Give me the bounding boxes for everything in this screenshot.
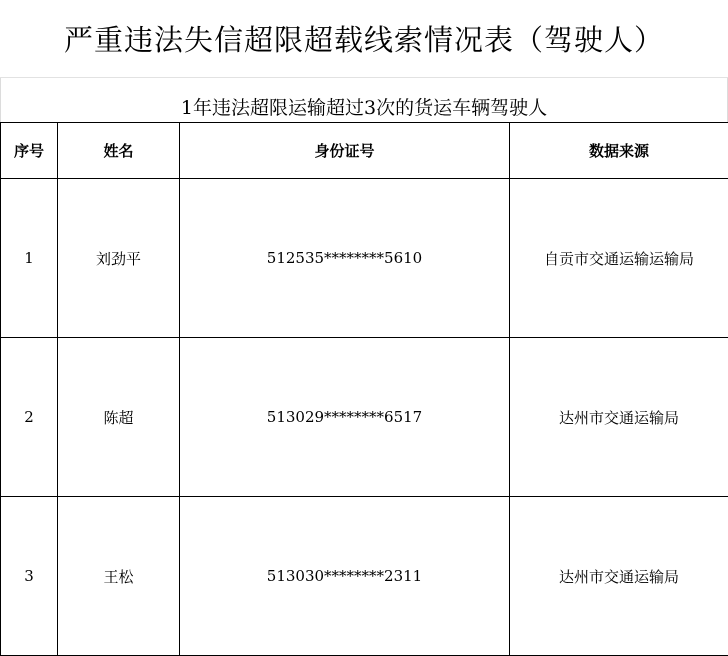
header-id-number: 身份证号 [180, 123, 510, 179]
header-seq: 序号 [1, 123, 58, 179]
cell-id-number: 513030********2311 [180, 497, 510, 656]
cell-source: 达州市交通运输局 [510, 497, 728, 656]
cell-name: 刘劲平 [58, 179, 180, 338]
document-subtitle-text: 1年违法超限运输超过3次的货运车辆驾驶人 [181, 93, 547, 120]
table-row [1, 338, 728, 497]
table-row [1, 179, 728, 338]
document-subtitle [0, 78, 728, 122]
table-row [1, 497, 728, 656]
header-source: 数据来源 [510, 123, 728, 179]
cell-source: 达州市交通运输局 [510, 338, 728, 497]
cell-id-number: 513029********6517 [180, 338, 510, 497]
cell-id-number: 512535********5610 [180, 179, 510, 338]
document-title-text: 严重违法失信超限超载线索情况表（驾驶人） [64, 18, 664, 59]
document-title [0, 0, 728, 78]
header-name: 姓名 [58, 123, 180, 179]
cell-seq: 3 [1, 497, 58, 656]
driver-table [0, 122, 728, 656]
cell-name: 王松 [58, 497, 180, 656]
cell-source: 自贡市交通运输运输局 [510, 179, 728, 338]
cell-seq: 1 [1, 179, 58, 338]
cell-name: 陈超 [58, 338, 180, 497]
table-header-row [1, 123, 728, 179]
cell-seq: 2 [1, 338, 58, 497]
